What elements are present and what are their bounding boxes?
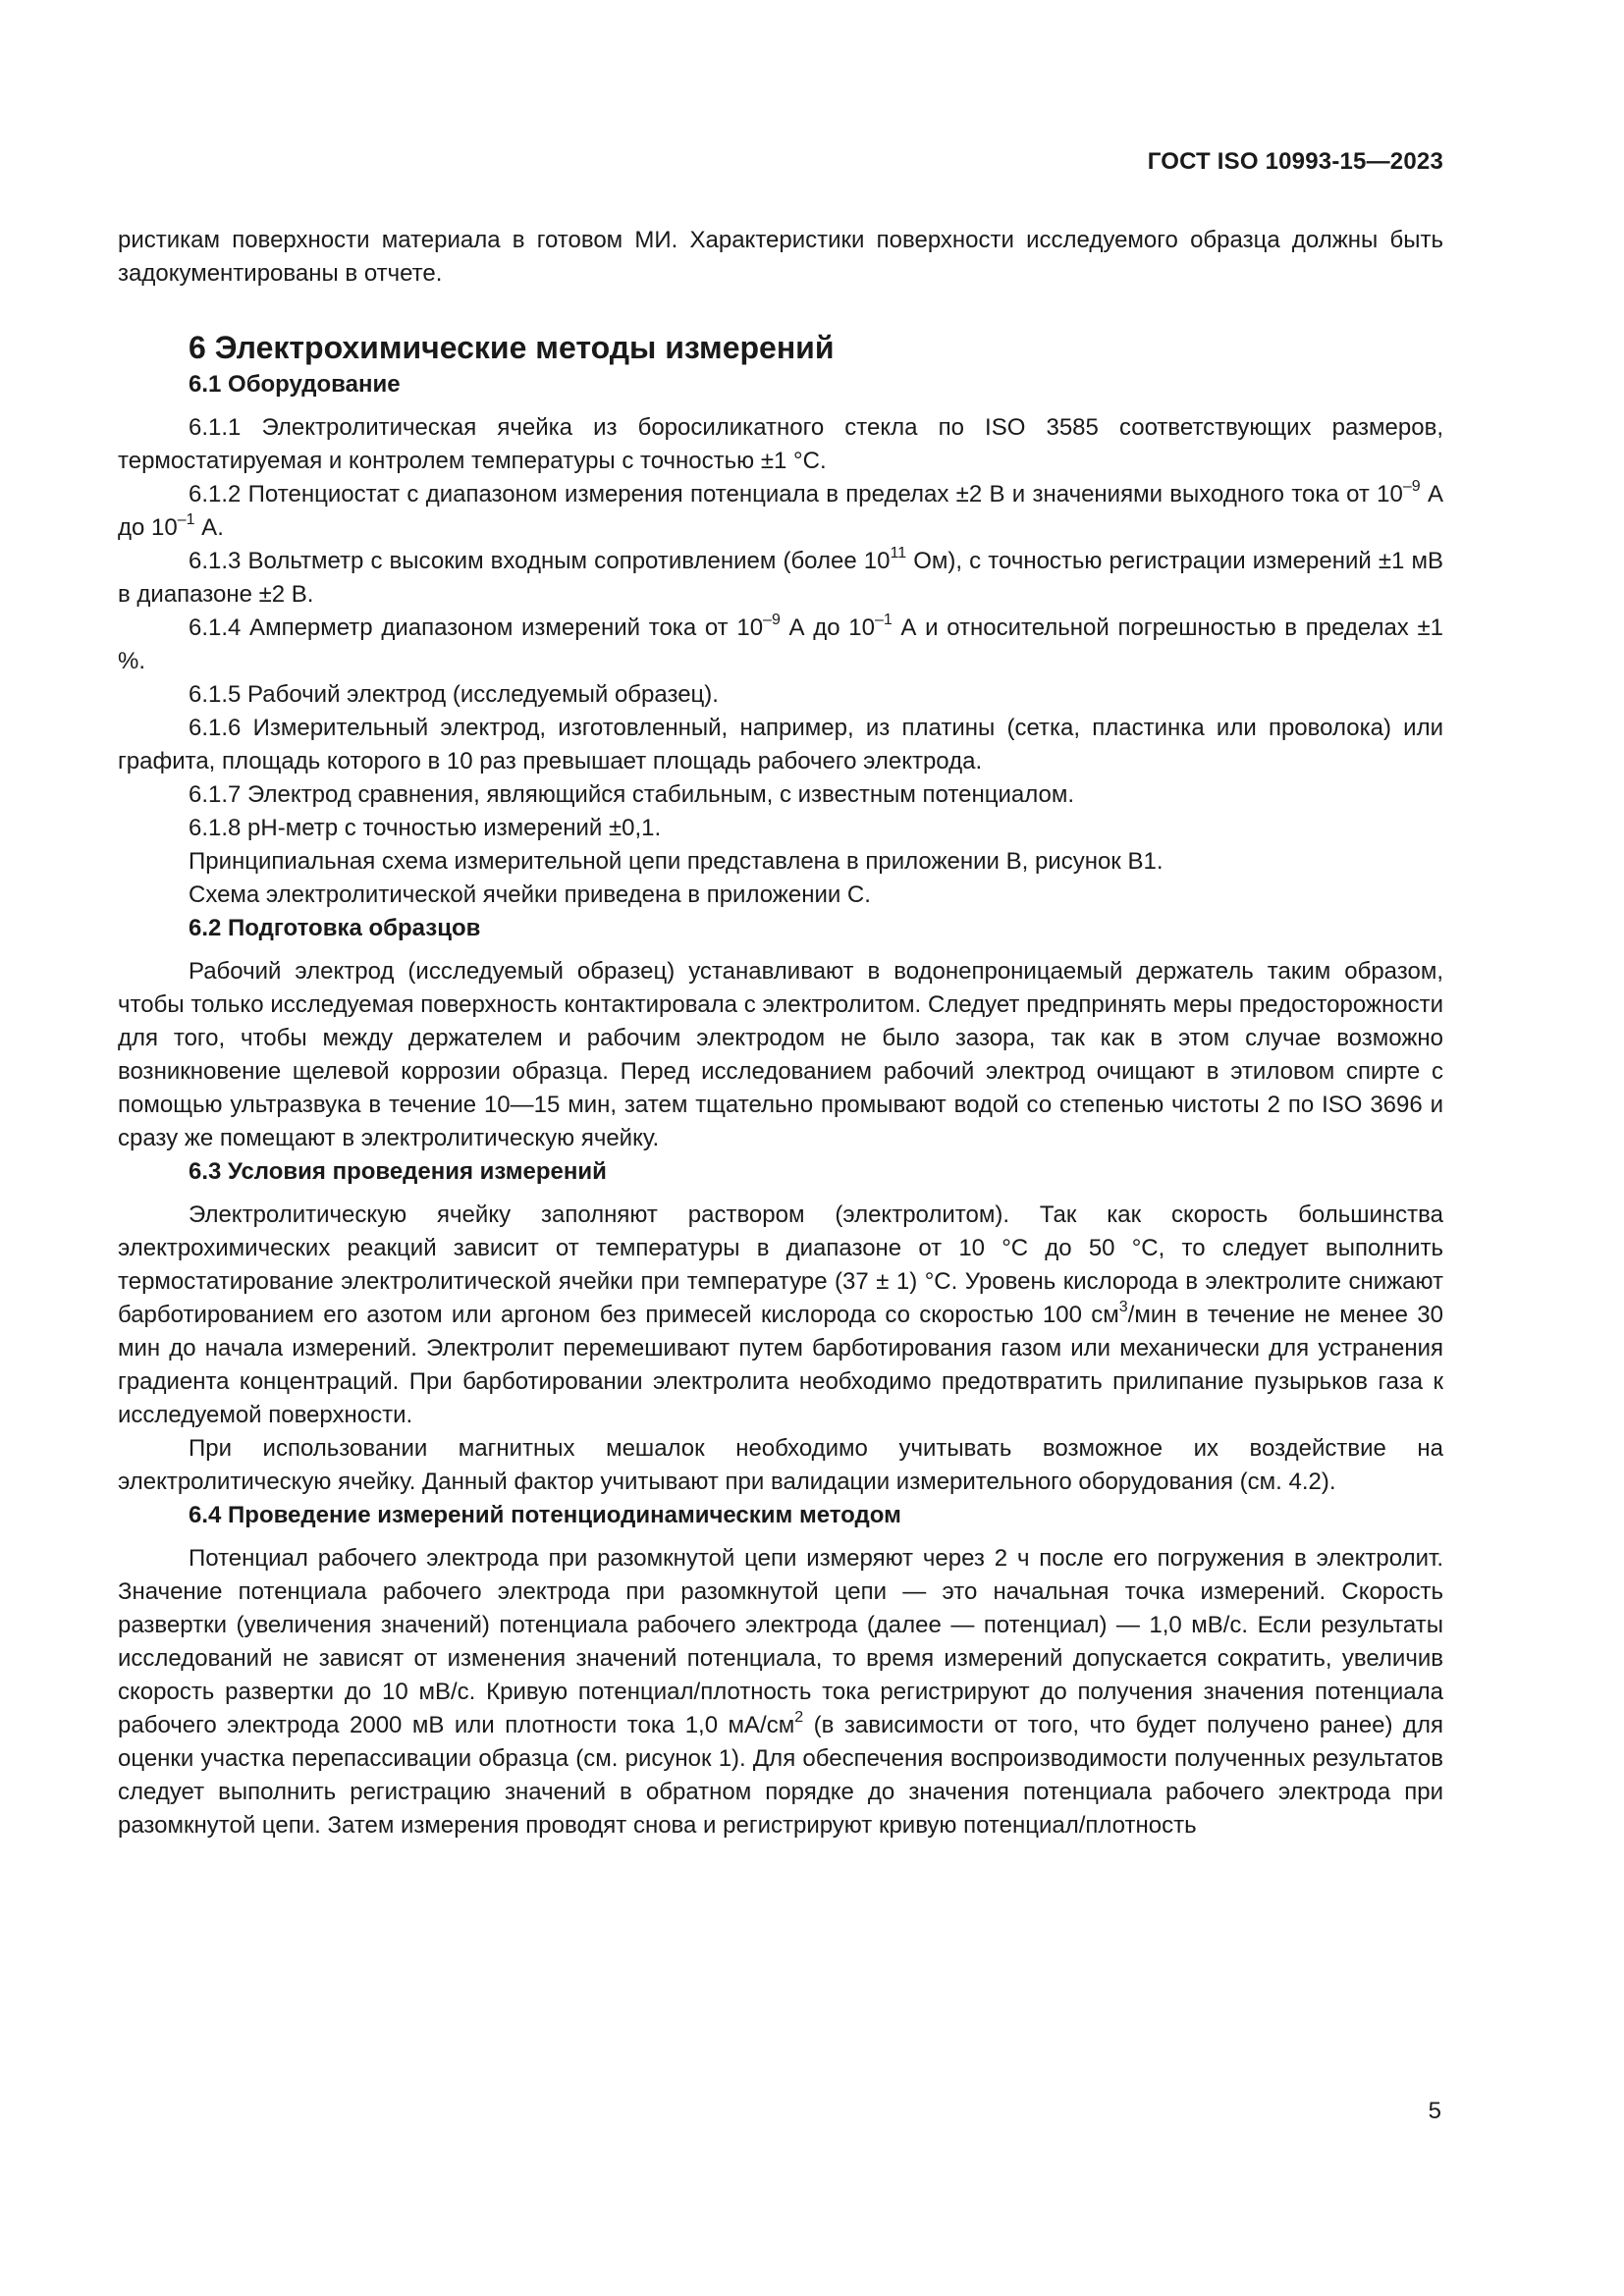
intro-paragraph: ристикам поверхности материала в готовом МИ. Характеристики поверхности исследуемого образца должны быть задокументированы в отчете. <box>118 227 1443 287</box>
paragraph-6-2: Рабочий электрод (исследуемый образец) устанавливают в водонепроницаемый держатель таким образом, чтобы только исследуемая поверхность контактировала с электролитом. Следует предпринять меры предосторожности для того, чтобы между держателем и рабочим электродом не было зазора, так как в этом случае возможно возникновение щелевой коррозии образца. Перед исследованием рабочий электрод очищают в этиловом спирте с помощью ультразвука в течение 10—15 мин, затем тщательно промывают водой со степенью чистоты 2 по ISO 3696 и сразу же помещают в электролитическую ячейку. <box>118 958 1443 1151</box>
item-6-1-6: 6.1.6 Измерительный электрод, изготовленный, например, из платины (сетка, пластинка или проволока) или графита, площадь которого в 10 раз превышает площадь рабочего электрода. <box>118 715 1443 774</box>
paragraph-6-4: Потенциал рабочего электрода при разомкнутой цепи измеряют через 2 ч после его погружения в электролит. Значение потенциала рабочего электрода при разомкнутой цепи — это начальная точка измерений. Скорость развертки (увеличения значений) потенциала рабочего электрода (далее — потенциал) — 1,0 мВ/с. Если результаты исследований не зависят от изменения значений потенциала, то время измерений допускается сократить, увеличив скорость развертки до 10 мВ/с. Кривую потенциал/плотность тока регистрируют до получения значения потенциала рабочего электрода 2000 мВ или плотности тока 1,0 $мА/см^2$ (в зависимости от того, что будет получено ранее) для оценки участка перепассивации образца (см. рисунок 1). Для обеспечения воспроизводимости полученных результатов следует выполнить регистрацию значений в обратном порядке до значения потенциала рабочего электрода при разомкнутой цепи. Затем измерения проводят снова и регистрируют кривую потенциал/плотность <box>118 1545 1443 1839</box>
note-cell-diagram: Схема электролитической ячейки приведена в приложении С. <box>189 881 871 908</box>
paragraph-6-3-1: Электролитическую ячейку заполняют раствором (электролитом). Так как скорость большинства электрохимических реакций зависит от температуры в диапазоне от 10 °С до 50 °С, то следует выполнить термостатирование электролитической ячейки при температуре (37 ± 1) °С. Уровень кислорода в электролите снижают барботированием его азотом или аргоном без примесей кислорода со скоростью 100 $см^3$/мин в течение не менее 30 мин до начала измерений. Электролит перемешивают путем барботирования газом или механически для устранения градиента концентраций. При барботировании электролита необходимо предотвратить прилипание пузырьков газа к исследуемой поверхности. <box>118 1201 1443 1428</box>
subsection-6-1-title: 6.1 Оборудование <box>189 371 401 398</box>
subsection-6-4-title: 6.4 Проведение измерений потенциодинамическим методом <box>189 1502 901 1528</box>
item-6-1-7: 6.1.7 Электрод сравнения, являющийся стабильным, с известным потенциалом. <box>189 781 1074 808</box>
section-6-title: 6 Электрохимические методы измерений <box>189 330 835 365</box>
item-6-1-1: 6.1.1 Электролитическая ячейка из боросиликатного стекла по ISO 3585 соответствующих размеров, термостатируемая и контролем температуры с точностью ±1 °С. <box>118 414 1443 474</box>
subsection-6-3-title: 6.3 Условия проведения измерений <box>189 1158 607 1185</box>
page-content <box>118 224 1443 1842</box>
subsection-6-2-title: 6.2 Подготовка образцов <box>189 915 481 941</box>
item-6-1-4: 6.1.4 Амперметр диапазоном измерений тока от $10^{-9}$ А до $10^{-1}$ А и относительной погрешностью в пределах ±1 %. <box>118 612 1443 674</box>
item-6-1-2: 6.1.2 Потенциостат с диапазоном измерения потенциала в пределах ±2 В и значениями выходного тока от $10^{-9}$ А до $10^{-1}$ А. <box>118 478 1443 541</box>
item-6-1-5: 6.1.5 Рабочий электрод (исследуемый образец). <box>189 681 719 708</box>
page-number: 5 <box>1428 2098 1441 2124</box>
document-header: ГОСТ ISO 10993-15—2023 <box>1147 148 1443 175</box>
item-6-1-8: 6.1.8 рН-метр с точностью измерений ±0,1. <box>189 815 662 841</box>
item-6-1-3: 6.1.3 Вольтметр с высоким входным сопротивлением (более $10^{11}$ Ом), с точностью регистрации измерений ±1 мВ в диапазоне ±2 В. <box>118 545 1444 608</box>
note-circuit-diagram: Принципиальная схема измерительной цепи представлена в приложении В, рисунок В1. <box>189 848 1164 875</box>
paragraph-6-3-2: При использовании магнитных мешалок необходимо учитывать возможное их воздействие на электролитическую ячейку. Данный фактор учитывают при валидации измерительного оборудования (см. 4.2). <box>118 1435 1443 1495</box>
